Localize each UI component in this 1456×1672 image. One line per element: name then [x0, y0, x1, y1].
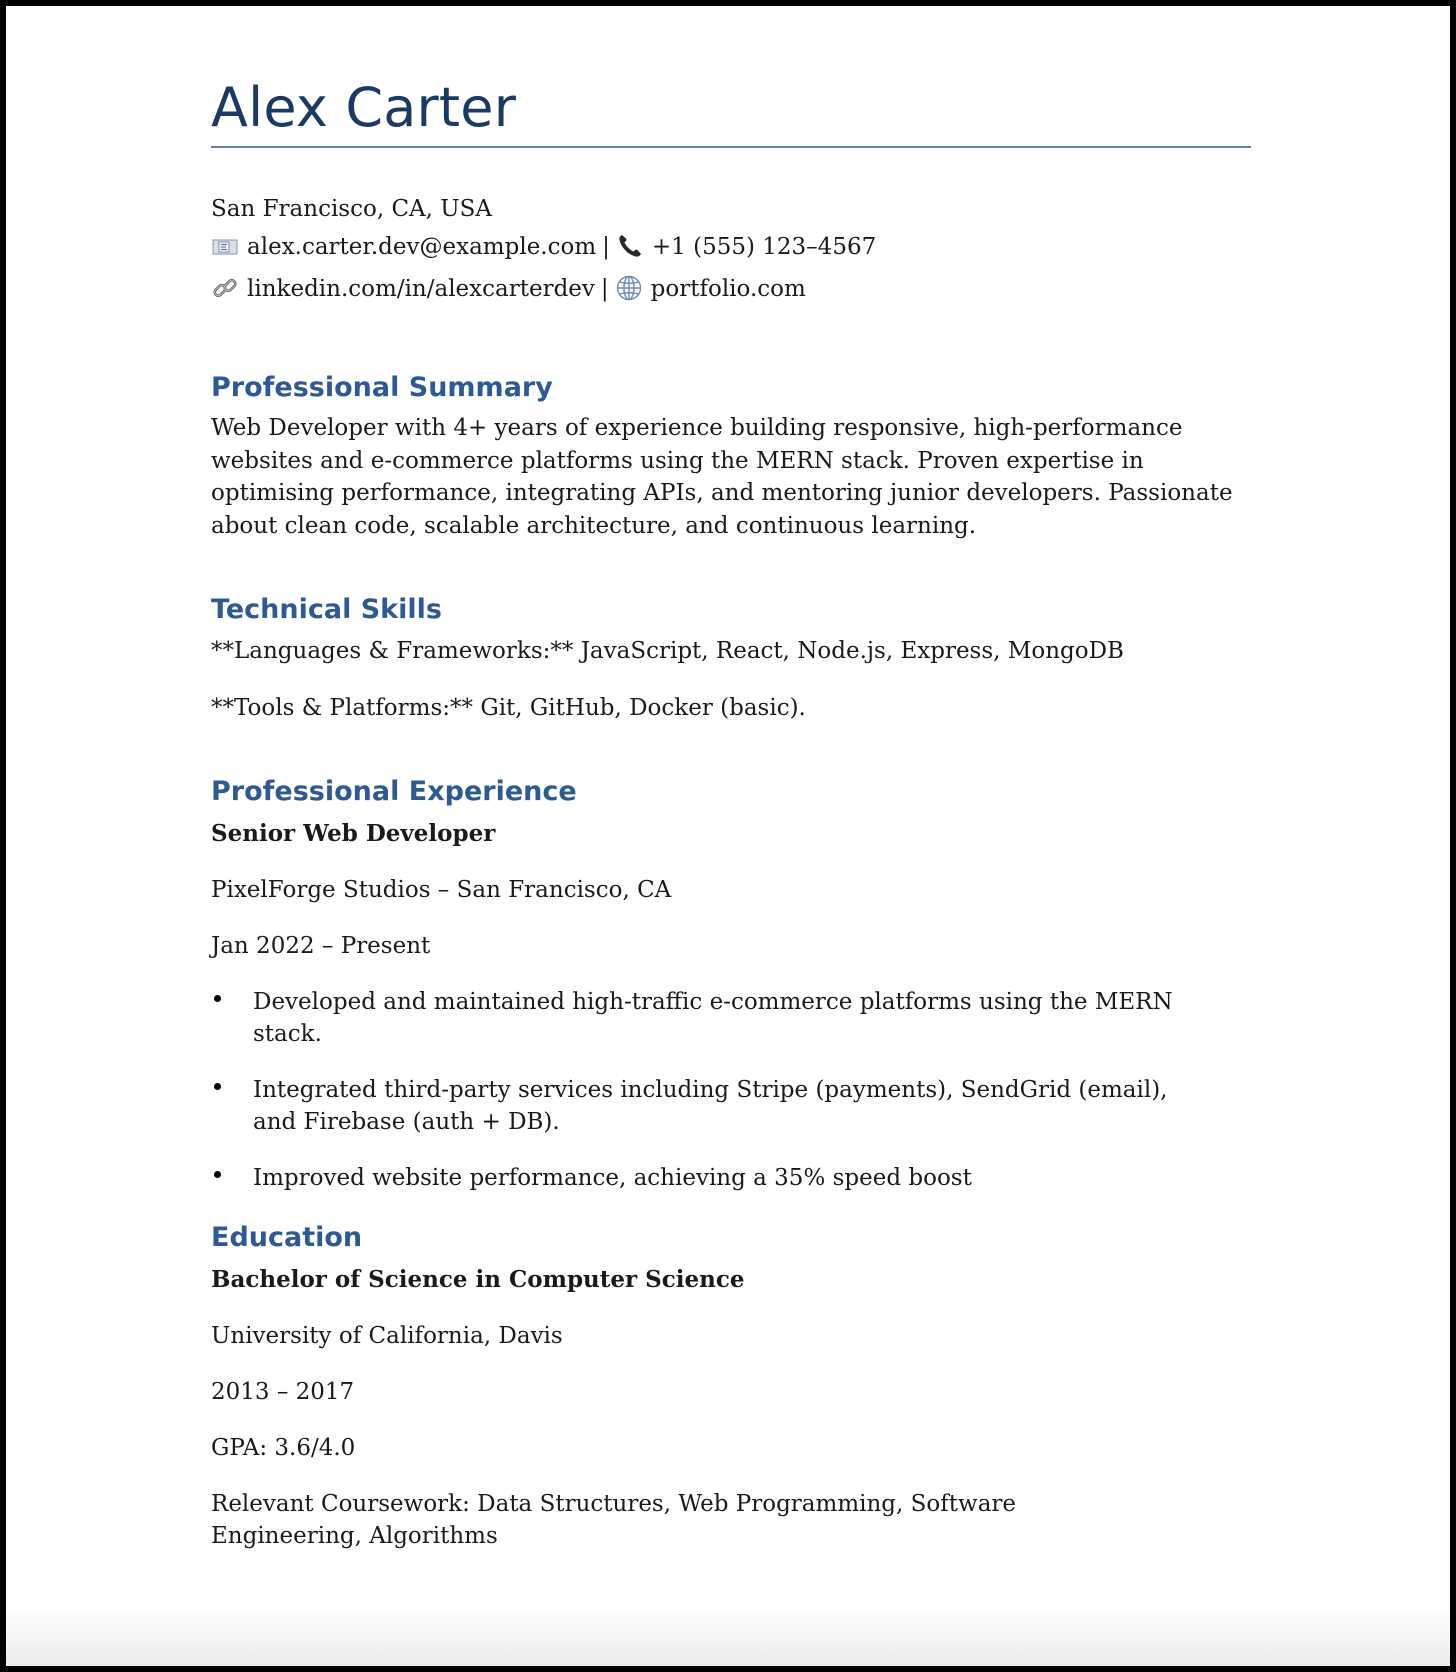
contact-separator: | [602, 234, 610, 260]
phone-icon [616, 232, 644, 260]
links-line [211, 274, 1251, 304]
company-location: PixelForge Studios – San Francisco, CA [211, 877, 672, 903]
coursework: Relevant Coursework: Data Structures, Web Programming, Software Engineering, Algorithms [211, 1491, 1017, 1549]
summary-text: Web Developer with 4+ years of experience building responsive, high-performance websites and e-commerce platforms using the MERN stack. Proven expertise in optimising performance, integrating APIs, and mentoring junior developers. Passionate about clean code, scalable architecture, and continuous learning. [211, 415, 1233, 539]
email-phone-line [211, 232, 1251, 262]
list-item: Integrated third-party services including Stripe (payments), SendGrid (email), and Firebase (auth + DB). [211, 1074, 1213, 1138]
list-item: Developed and maintained high-traffic e-commerce platforms using the MERN stack. [211, 986, 1213, 1050]
email-link[interactable]: alex.carter.dev@example.com [247, 234, 597, 260]
linkedin-link[interactable]: linkedin.com/in/alexcarterdev [247, 276, 595, 302]
globe-icon [615, 274, 643, 302]
list-item: Improved website performance, achieving a 35% speed boost [211, 1162, 1213, 1194]
education-dates: 2013 – 2017 [211, 1379, 355, 1405]
resume-page [6, 6, 1450, 1666]
link-icon [211, 274, 239, 302]
candidate-name: Alex Carter [211, 76, 1251, 148]
location-text: San Francisco, CA, USA [211, 196, 493, 222]
phone-link[interactable]: +1 (555) 123–4567 [651, 234, 877, 260]
portfolio-link[interactable]: portfolio.com [650, 276, 806, 302]
job-title: Senior Web Developer [211, 820, 496, 847]
skills-tools-line: **Tools & Platforms:** Git, GitHub, Docker (basic). [211, 695, 806, 721]
contact-block [211, 194, 1251, 304]
experience-heading: Professional Experience [211, 776, 577, 807]
skills-heading: Technical Skills [211, 594, 442, 625]
email-icon [211, 232, 239, 260]
contact-separator: | [600, 276, 609, 302]
experience-bullets [211, 986, 1251, 1194]
education-heading: Education [211, 1222, 363, 1253]
degree-title: Bachelor of Science in Computer Science [211, 1266, 745, 1293]
gpa: GPA: 3.6/4.0 [211, 1435, 356, 1461]
summary-heading: Professional Summary [211, 372, 553, 403]
resume-content [211, 76, 1251, 1552]
skills-languages-line: **Languages & Frameworks:** JavaScript, React, Node.js, Express, MongoDB [211, 638, 1124, 664]
job-dates: Jan 2022 – Present [211, 933, 431, 959]
location-line [211, 194, 1251, 224]
school-name: University of California, Davis [211, 1323, 563, 1349]
